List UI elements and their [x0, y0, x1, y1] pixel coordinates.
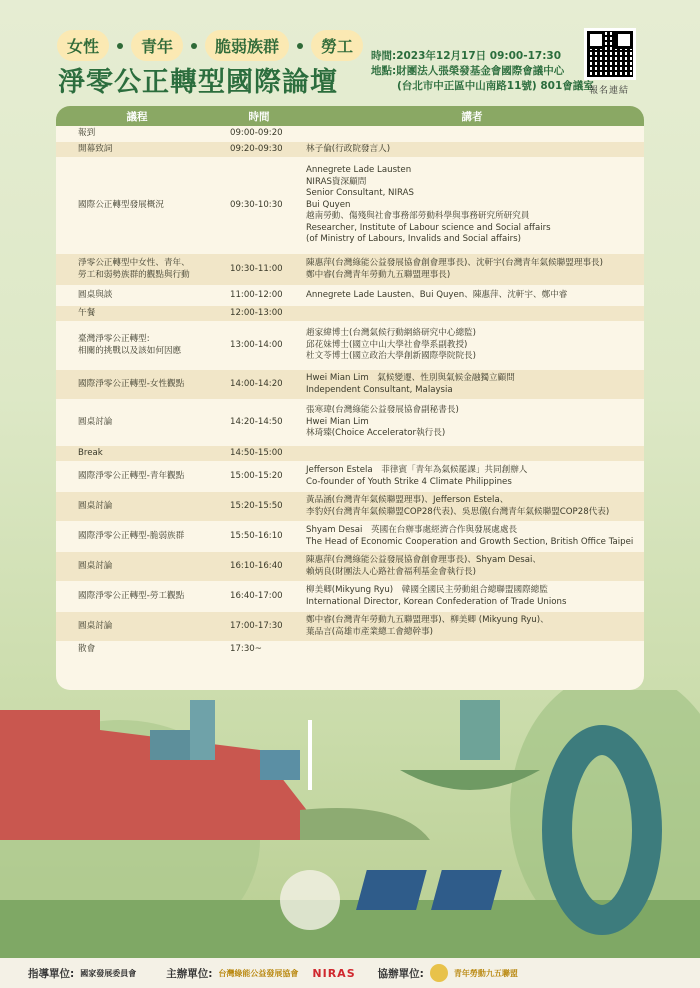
speaker-line: 李豹妤(台灣青年氣候聯盟COP28代表)、吳思儀(台灣青年氣候聯盟COP28代表)	[306, 506, 610, 517]
time-cell: 09:20-09:30	[230, 143, 283, 154]
speaker-line: 杜文苓博士(國立政治大學創新國際學院院長)	[306, 351, 476, 362]
speaker-line: 越南勞動、傷殘與社會事務部勞動科學與事務研究所研究員	[306, 211, 530, 222]
time-cell: 16:40-17:00	[230, 590, 283, 601]
session-cell: 淨零公正轉型中女性、青年、 勞工和弱勢族群的觀點與行動	[78, 258, 190, 280]
speakers-cell	[300, 585, 644, 608]
session-cell: 圓桌討論	[78, 560, 113, 571]
page-title: 淨零公正轉型國際論壇	[58, 67, 338, 98]
col-header-time: 時間	[248, 110, 270, 123]
white-orb	[280, 870, 340, 930]
session-cell: 國際淨零公正轉型-脆弱族群	[78, 530, 185, 541]
illustration	[0, 690, 700, 958]
qr-label: 報名連結	[589, 86, 630, 96]
building-icon	[460, 700, 500, 760]
speakers-cell	[300, 258, 644, 281]
qr-icon	[587, 31, 633, 77]
speakers-cell	[300, 290, 644, 302]
host-label: 主辦單位:	[166, 967, 213, 980]
session-cell: 圓桌討論	[78, 620, 113, 631]
table-row	[56, 142, 644, 158]
host-logo: 台灣綠能公益發展協會	[218, 968, 299, 978]
time-cell: 11:00-12:00	[230, 289, 283, 300]
speaker-line: 邱花妹博士(國立中山大學社會學系副教授)	[306, 339, 468, 350]
table-row	[56, 286, 644, 306]
speaker-line: 林琦臻(Choice Accelerator執行長)	[306, 428, 446, 439]
table-row	[56, 522, 644, 552]
agenda-table	[56, 106, 644, 690]
session-cell: 國際淨零公正轉型-青年觀點	[78, 470, 185, 481]
session-cell: 午餐	[78, 307, 96, 318]
ndc-logo: 國家發展委員會	[80, 968, 137, 978]
time-cell: 16:10-16:40	[230, 560, 283, 571]
table-header	[56, 106, 644, 126]
tag-separator	[191, 43, 197, 49]
speaker-line: Shyam Desai 英國在台辦事處經濟合作與發展處處長	[306, 525, 518, 535]
table-row	[56, 126, 644, 142]
niras-logo: NIRAS	[312, 966, 356, 980]
speaker-line: Co-founder of Youth Strike 4 Climate Philippines	[306, 476, 512, 487]
tag-separator	[117, 43, 123, 49]
time-cell: 13:00-14:00	[230, 339, 283, 350]
building-icon	[260, 750, 300, 780]
table-row	[56, 552, 644, 582]
speaker-line: 趙家緯博士(台灣氣候行動網絡研究中心總監)	[306, 328, 476, 339]
session-cell: 圓桌與談	[78, 289, 113, 300]
table-row	[56, 582, 644, 612]
speaker-line: 陳惠萍(台灣綠能公益發展協會創會理事長)、沈軒宇(台灣青年氣候聯盟理事長)	[306, 258, 604, 268]
speaker-line: 林子倫(行政院發言人)	[306, 143, 391, 154]
event-address: (台北市中正區中山南路11號) 801會議室	[397, 80, 594, 92]
table-body	[56, 126, 644, 658]
speakers-cell	[300, 525, 644, 548]
speakers-cell	[300, 495, 644, 518]
speaker-line: 張寒瑋(台灣綠能公益發展協會副秘書長)	[306, 405, 459, 416]
time-cell: 10:30-11:00	[230, 263, 283, 274]
session-cell: 報到	[78, 127, 96, 138]
table-row	[56, 306, 644, 322]
session-cell: 開幕致詞	[78, 143, 113, 154]
table-row	[56, 370, 644, 400]
hill	[300, 808, 430, 840]
time-cell: 14:20-14:50	[230, 416, 283, 427]
time-cell: 15:00-15:20	[230, 470, 283, 481]
tag-vulnerable: 脆弱族群	[205, 30, 289, 61]
speaker-line: Researcher, Institute of Labour science and Social affairs	[306, 222, 551, 233]
footer	[0, 958, 700, 988]
solar-panel-icon	[356, 870, 427, 910]
col-header-speakers: 講者	[461, 110, 483, 123]
speaker-line: Hwei Mian Lim 氣候變遷、性別與氣候金融獨立顧問	[306, 373, 515, 383]
table-row	[56, 158, 644, 254]
speaker-line: Annegrete Lade Lausten	[306, 165, 412, 176]
time-cell: 09:30-10:30	[230, 199, 283, 210]
speaker-line: Annegrete Lade Lausten、Bui Quyen、陳惠萍、沈軒宇、鄭中睿	[306, 289, 568, 300]
speaker-line: International Director, Korean Confederation of Trade Unions	[306, 596, 567, 607]
speakers-cell	[300, 555, 644, 578]
time-cell: 17:00-17:30	[230, 620, 283, 631]
speaker-line: Hwei Mian Lim	[306, 416, 369, 427]
event-time: 時間:2023年12月17日 09:00-17:30	[371, 50, 562, 62]
session-cell: Break	[78, 447, 103, 458]
speaker-line: 鄭中睿(台灣青年勞動九五聯盟理事)、柳美卿 (Mikyung Ryu)、	[306, 615, 549, 625]
session-cell: 國際淨零公正轉型-女性觀點	[78, 378, 185, 389]
header	[0, 0, 700, 108]
event-venue: 地點:財團法人張榮發基金會國際會議中心	[371, 65, 565, 77]
co-label: 協辦單位:	[377, 967, 424, 980]
session-cell: 國際公正轉型發展概況	[78, 199, 164, 210]
speaker-line: Senior Consultant, NIRAS	[306, 188, 414, 199]
time-cell: 15:50-16:10	[230, 530, 283, 541]
time-cell: 09:00-09:20	[230, 127, 283, 138]
table-row	[56, 612, 644, 642]
speakers-cell	[300, 328, 644, 363]
speaker-line: (of Ministry of Labours, Invalids and Social affairs)	[306, 234, 521, 245]
speakers-cell	[300, 465, 644, 488]
table-row	[56, 642, 644, 658]
session-cell: 圓桌討論	[78, 500, 113, 511]
guide-label: 指導單位:	[28, 967, 75, 980]
speaker-line: 柳美卿(Mikyung Ryu) 韓國全國民主勞動組合總聯盟國際總監	[306, 585, 548, 595]
tag-separator	[297, 43, 303, 49]
col-header-session: 議程	[126, 110, 148, 123]
table-row	[56, 446, 644, 462]
speakers-cell	[300, 615, 644, 638]
session-cell: 散會	[78, 643, 96, 654]
table-row	[56, 254, 644, 286]
time-cell: 17:30~	[230, 643, 262, 654]
table-row	[56, 492, 644, 522]
topic-tags	[57, 30, 363, 61]
speakers-cell	[300, 144, 644, 156]
union95-icon	[430, 964, 448, 982]
table-row	[56, 322, 644, 370]
time-cell: 14:00-14:20	[230, 378, 283, 389]
speaker-line: 賴炳良(財團法人心路社會福利基金會執行長)	[306, 566, 476, 577]
registration-qr-code[interactable]	[584, 28, 636, 80]
solar-panel-icon	[431, 870, 502, 910]
table-row	[56, 400, 644, 446]
tag-labor: 勞工	[311, 30, 363, 61]
building-icon	[190, 700, 215, 760]
speaker-line: NIRAS資深顧問	[306, 176, 367, 187]
union95-logo: 青年勞動九五聯盟	[453, 968, 518, 978]
speaker-line: Independent Consultant, Malaysia	[306, 384, 453, 395]
session-cell: 國際淨零公正轉型-勞工觀點	[78, 590, 185, 601]
speakers-cell	[300, 405, 644, 440]
event-info	[371, 49, 594, 94]
session-cell: 圓桌討論	[78, 416, 113, 427]
speaker-line: Jefferson Estela 菲律賓「青年為氣候罷課」共同創辦人	[306, 465, 528, 475]
speaker-line: Bui Quyen	[306, 199, 351, 210]
session-cell: 臺灣淨零公正轉型: 相關的挑戰以及該如何因應	[78, 334, 182, 356]
speaker-line: The Head of Economic Cooperation and Growth Section, British Office Taipei	[306, 536, 634, 547]
tag-youth: 青年	[131, 30, 183, 61]
time-cell: 15:20-15:50	[230, 500, 283, 511]
time-cell: 14:50-15:00	[230, 447, 283, 458]
speaker-line: 陳惠萍(台灣綠能公益發展協會創會理事長)、Shyam Desai、	[306, 555, 541, 565]
speakers-cell	[300, 165, 644, 246]
table-row	[56, 462, 644, 492]
speaker-line: 鄭中睿(台灣青年勞動九五聯盟理事長)	[306, 269, 451, 280]
tag-women: 女性	[57, 30, 109, 61]
speaker-line: 葉品言(高雄市產業總工會總幹事)	[306, 626, 434, 637]
time-cell: 12:00-13:00	[230, 307, 283, 318]
speaker-line: 黃品涵(台灣青年氣候聯盟理事)、Jefferson Estela、	[306, 495, 509, 505]
speakers-cell	[300, 373, 644, 396]
